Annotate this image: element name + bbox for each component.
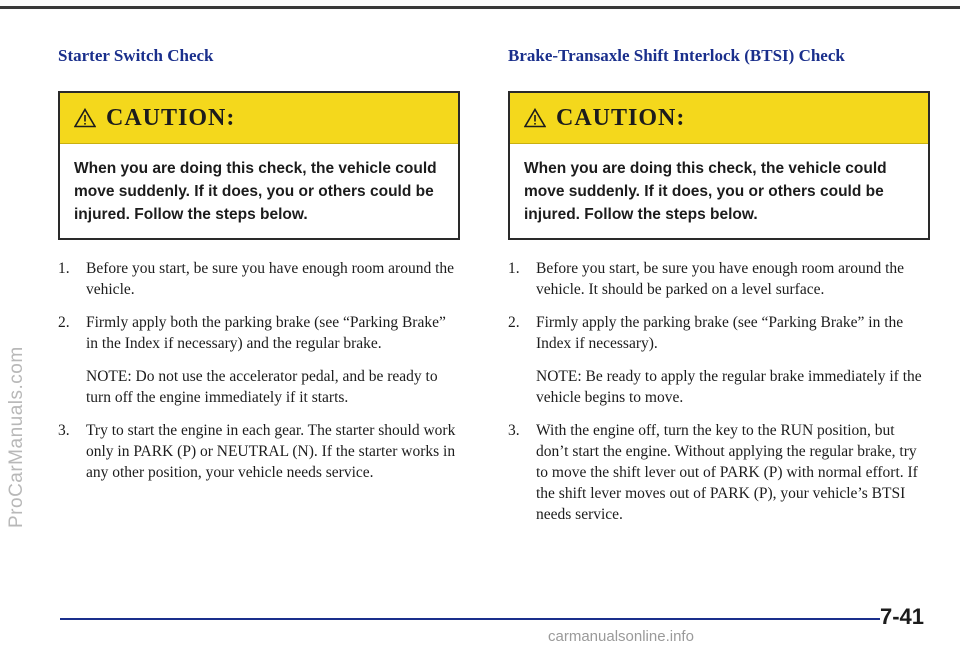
step-number: 1. [508, 260, 520, 277]
step-note: NOTE: Do not use the accelerator pedal, and be ready to turn off the engine immediately if it starts. [86, 368, 438, 406]
caution-box [58, 91, 460, 240]
caution-box [508, 91, 930, 240]
step-item [58, 420, 460, 483]
warning-triangle-icon [524, 108, 546, 128]
step-number: 3. [58, 422, 70, 439]
step-text: Before you start, be sure you have enough room around the vehicle. It should be parked on a level surface. [536, 260, 905, 298]
footer-rule [60, 618, 880, 620]
step-item [508, 420, 930, 525]
step-item [508, 258, 930, 300]
caution-title: CAUTION: [556, 104, 686, 131]
step-text: With the engine off, turn the key to the RUN position, but don’t start the engine. Without applying the regular brake, try to move the shift lever out of PARK (P) with normal effort. If the shift lever moves out of PARK (P), your vehicle’s BTSI needs service. [536, 422, 918, 523]
step-number: 2. [58, 314, 70, 331]
step-text: Firmly apply the parking brake (see “Parking Brake” in the Index if necessary). [536, 314, 904, 352]
caution-header [510, 93, 928, 144]
warning-triangle-icon [74, 108, 96, 128]
step-number: 2. [508, 314, 520, 331]
page-number: 7-41 [880, 604, 925, 629]
step-text: Try to start the engine in each gear. The starter should work only in PARK (P) or NEUTRAL (N). If the starter works in any other position, your vehicle needs service. [86, 422, 456, 481]
steps-list [58, 258, 460, 483]
step-text: Firmly apply both the parking brake (see “Parking Brake” in the Index if necessary) and the regular brake. [86, 314, 446, 352]
top-rule [0, 6, 960, 9]
footer-watermark: carmanualsonline.info [548, 628, 694, 645]
step-note: NOTE: Be ready to apply the regular brake immediately if the vehicle begins to move. [536, 368, 922, 406]
step-item [508, 312, 930, 354]
step-number: 3. [508, 422, 520, 439]
section-heading: Brake-Transaxle Shift Interlock (BTSI) Check [508, 46, 845, 65]
step-number: 1. [58, 260, 70, 277]
step-item [58, 258, 460, 300]
side-watermark: ProCarManuals.com [6, 346, 27, 528]
btsi-check-section [508, 44, 930, 537]
step-item [58, 312, 460, 354]
steps-list [508, 258, 930, 525]
caution-text: When you are doing this check, the vehicle could move suddenly. If it does, you or others could be injured. Follow the steps below. [74, 160, 437, 223]
caution-title: CAUTION: [106, 104, 236, 131]
starter-switch-section [58, 44, 460, 495]
section-heading: Starter Switch Check [58, 46, 214, 65]
caution-text: When you are doing this check, the vehicle could move suddenly. If it does, you or others could be injured. Follow the steps below. [524, 160, 887, 223]
caution-header [60, 93, 458, 144]
step-text: Before you start, be sure you have enough room around the vehicle. [86, 260, 455, 298]
